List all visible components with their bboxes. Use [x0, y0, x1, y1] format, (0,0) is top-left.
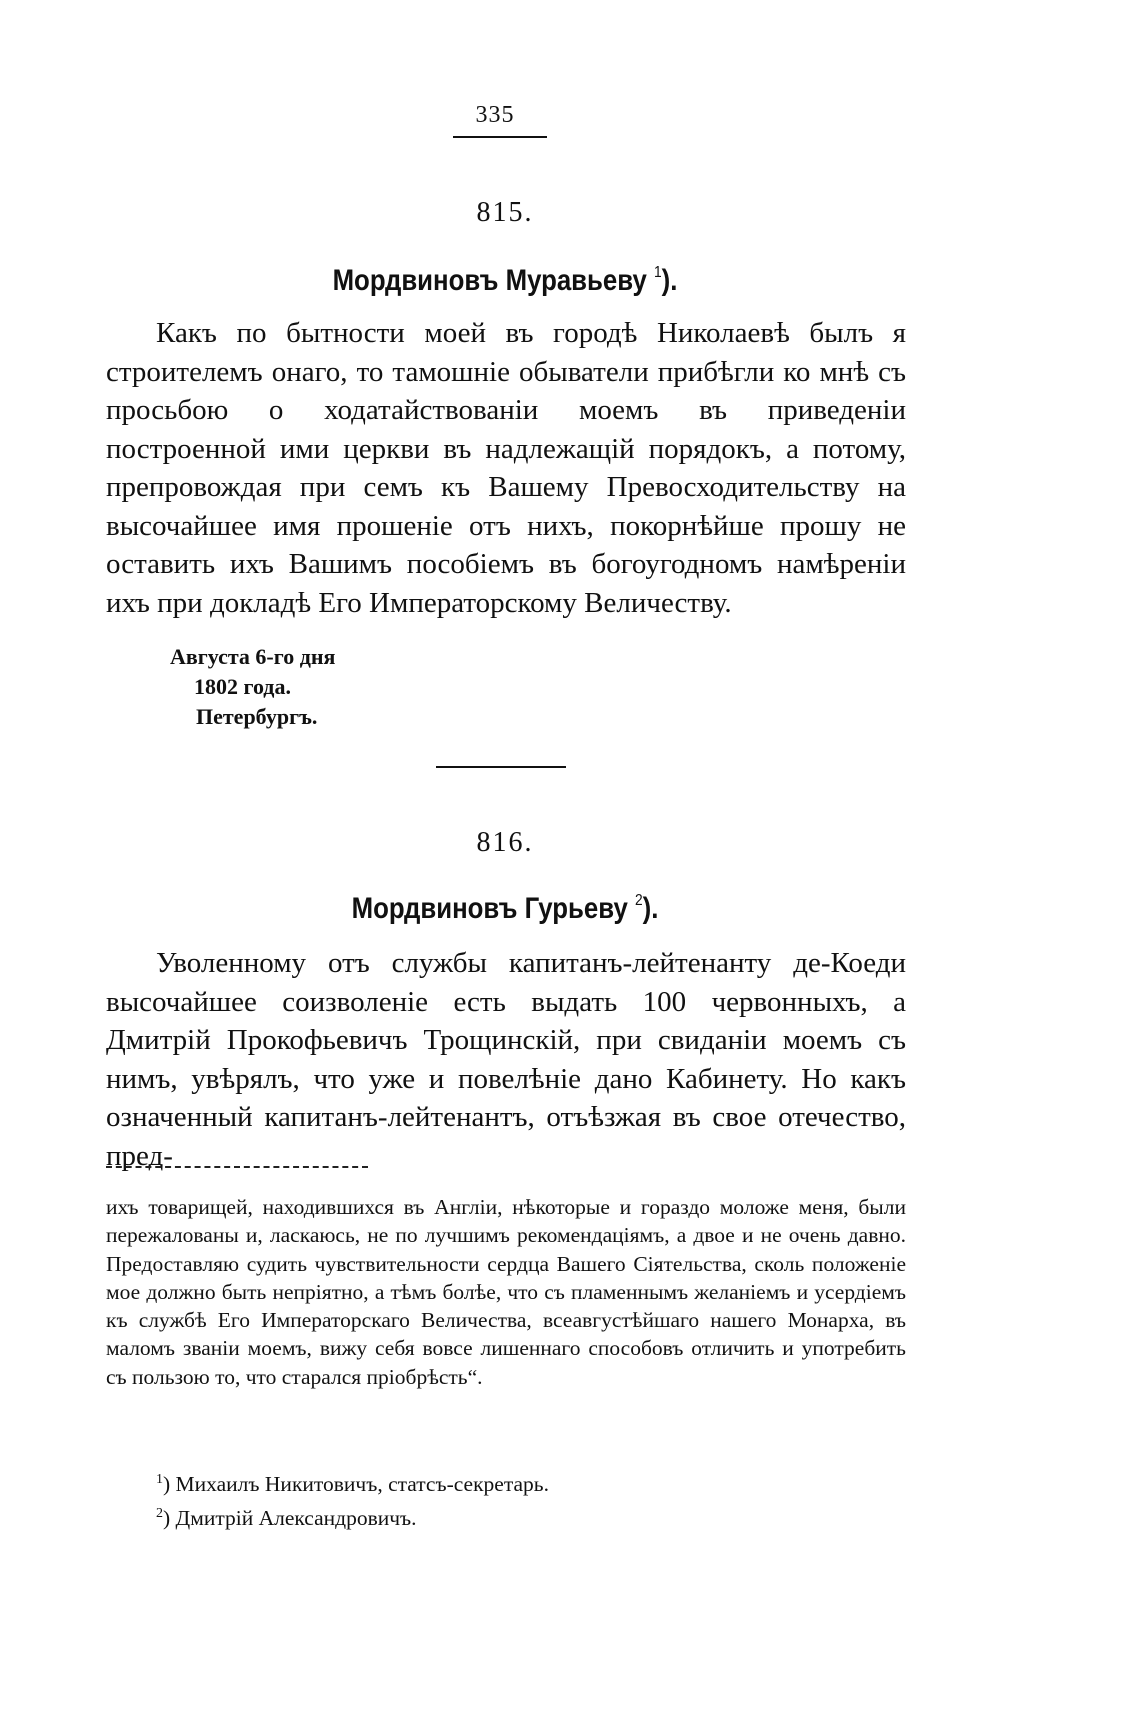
signoff-date: Августа 6-го дня: [170, 644, 336, 669]
footnote-continuation-text: ихъ товарищей, находившихся въ Англіи, нѣкоторые и гораздо моложе меня, были пережалованы и, ласкаюсь, не по лучшимъ рекомендаціямъ, а двое и не очень давно. Предоставляю судить чувствительности сердца Вашего Сіятельства, сколь положеніе мое должно быть непріятно, а тѣмъ болѣе, что съ пламеннымъ желаніемъ и усердіемъ къ службѣ Его Императорскаго Величества, всеавгустѣйшаго нашего Монарха, въ маломъ званіи моемъ, вижу себя вовсе лишеннаго способовъ отличить и употребить съ пользою то, что старался пріобрѣсть“.: [106, 1195, 906, 1389]
section-separator: [436, 766, 566, 768]
letter-body: [106, 314, 906, 622]
document-number: 816.: [476, 827, 534, 858]
document-title: [71, 256, 940, 300]
footnote: [156, 1500, 417, 1532]
letter-signoff: [170, 642, 335, 732]
footnote-text: Михаилъ Никитовичъ, статсъ-секретарь.: [175, 1472, 549, 1497]
page-number-underline: [453, 136, 547, 138]
footnote: [156, 1466, 549, 1498]
document-title-text: Мордвиновъ Гурьеву: [351, 892, 628, 925]
footnote-mark: 2: [156, 1506, 163, 1521]
footnote-mark-close: ): [163, 1506, 171, 1531]
document-title: [71, 884, 940, 928]
document-title-close: ).: [661, 264, 678, 297]
footnote-reference: 1: [653, 264, 662, 281]
letter-body: [106, 944, 906, 1175]
document-number: 815.: [476, 197, 534, 228]
letter-paragraph: Уволенному отъ службы капитанъ-лейтенанту де-Коеди высочайшее соизволеніе есть выдать 100 червонныхъ, а Дмитрій Прокофьевичъ Трощинскій, при свиданіи моемъ съ нимъ, увѣрялъ, что уже и повелѣніе дано Кабинету. Но какъ означенный капитанъ-лейтенантъ, отъѣзжая въ свое отечество, пред-: [106, 947, 906, 1172]
signoff-year: 1802 года.: [194, 674, 291, 699]
document-title-close: ).: [642, 892, 659, 925]
letter-paragraph: Какъ по бытности моей въ городѣ Николаевѣ былъ я строителемъ онаго, то тамошніе обыватели прибѣгли ко мнѣ съ просьбою о ходатайствованіи моемъ въ приведеніи построенной ими церкви въ надлежащій порядокъ, а потому, препровождая при семъ къ Вашему Превосходительству на высочайшее имя прошеніе отъ нихъ, покорнѣйше прошу не оставить ихъ Вашимъ пособіемъ въ богоугодномъ намѣреніи ихъ при докладѣ Его Императорскому Величеству.: [106, 317, 906, 619]
footnote-mark-close: ): [163, 1472, 171, 1497]
footnote-divider: [106, 1166, 368, 1168]
footnote-text: Дмитрій Александровичъ.: [175, 1506, 417, 1531]
document-title-text: Мордвиновъ Муравьеву: [332, 264, 647, 297]
signoff-place: Петербургъ.: [196, 704, 318, 729]
page-number: 335: [475, 102, 515, 128]
footnote-mark: 1: [156, 1472, 163, 1487]
footnote-continuation: [106, 1193, 906, 1391]
footnote-reference: 2: [634, 892, 643, 909]
